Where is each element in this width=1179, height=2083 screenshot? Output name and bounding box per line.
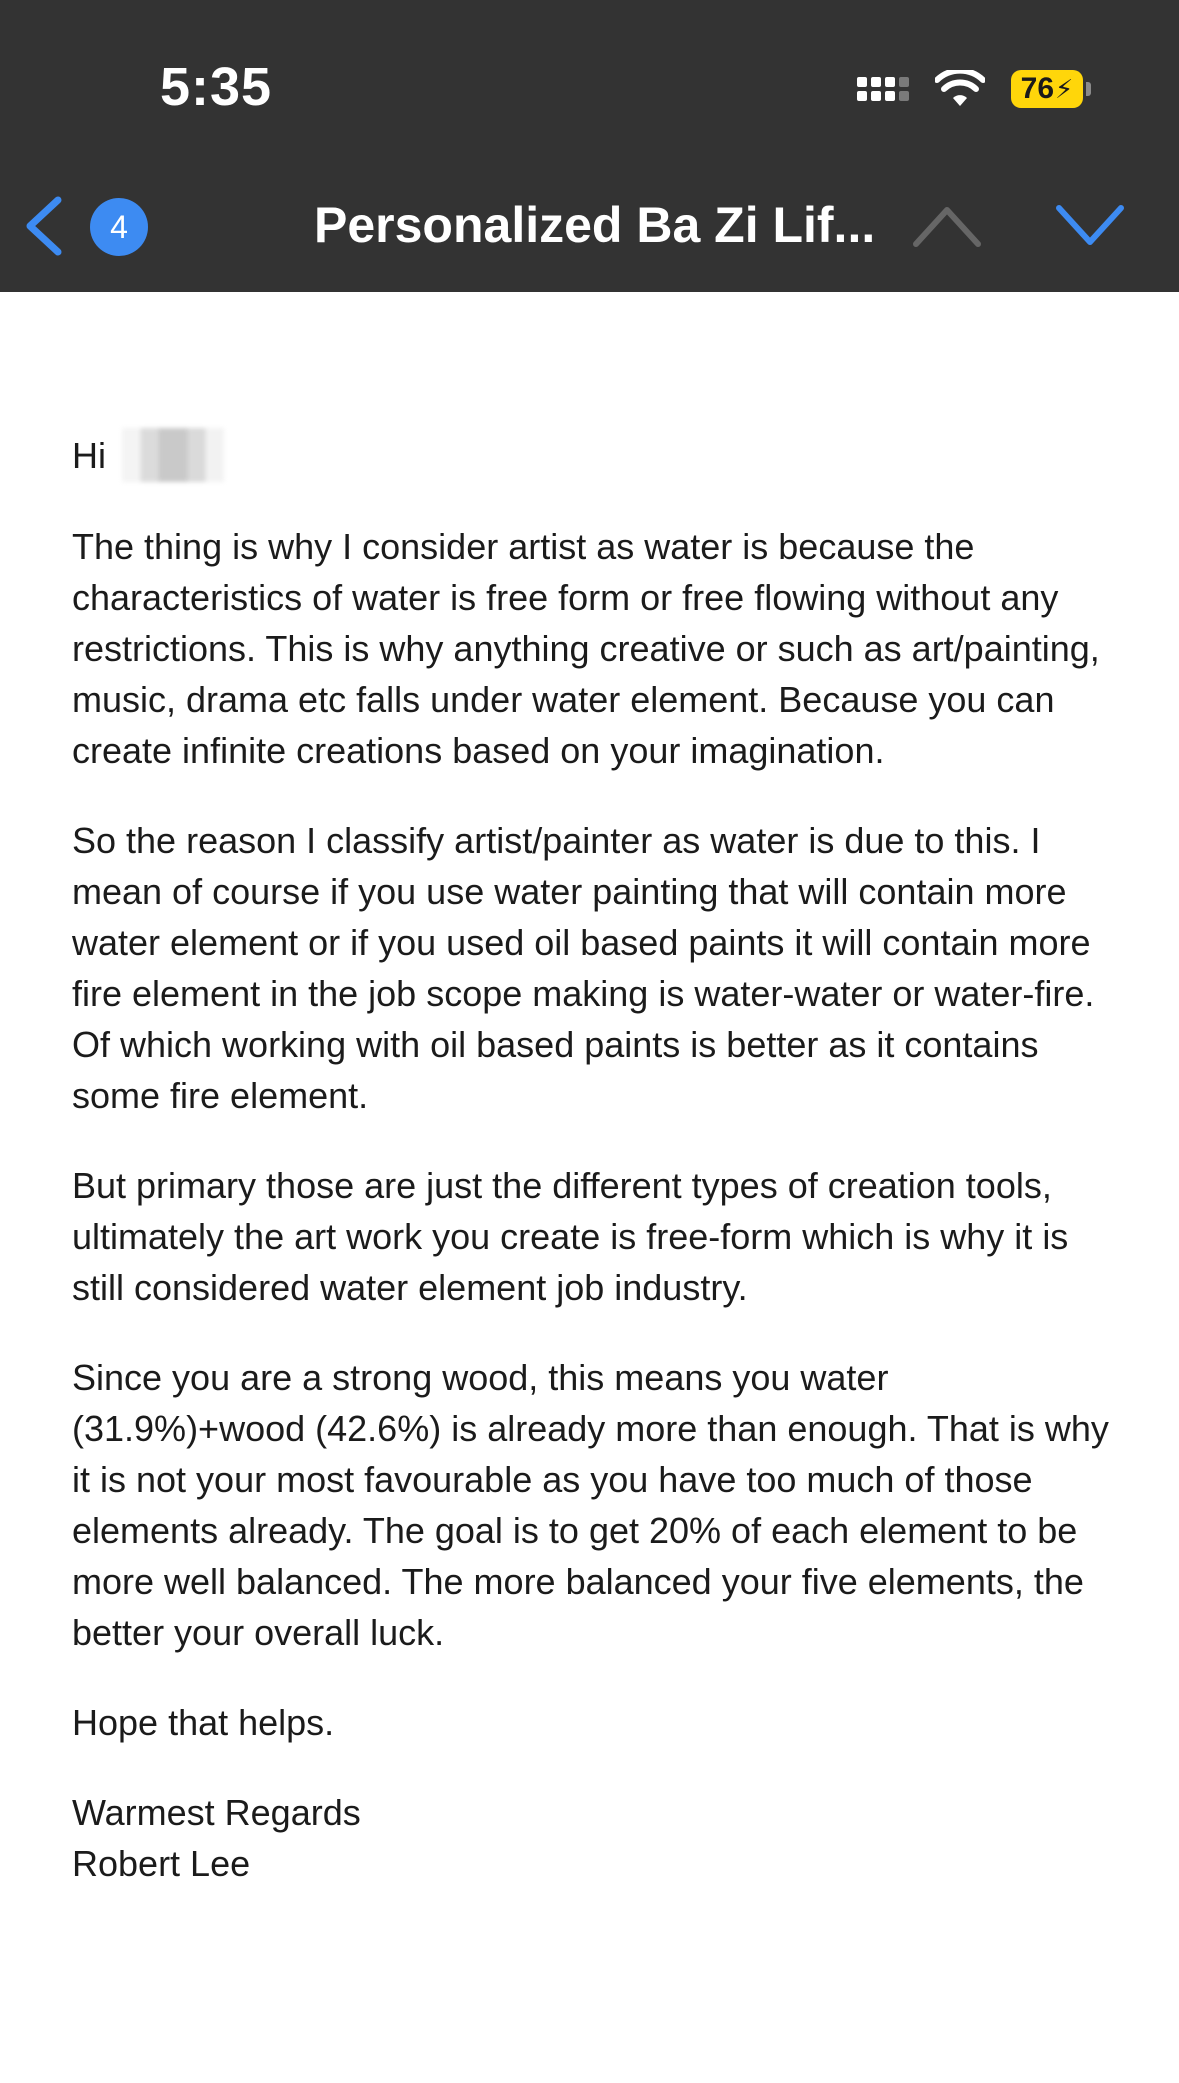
greeting-line bbox=[72, 428, 1112, 482]
body-paragraph: Hope that helps. bbox=[72, 1702, 335, 1743]
sender-name: Robert Lee bbox=[72, 1843, 251, 1884]
greeting-text: Hi bbox=[72, 434, 106, 476]
body-paragraph: So the reason I classify artist/painter as water is due to this. I mean of course if you use water painting that will contain more water element or if you used oil based paints it will contain more fire element in the job scope making is water-water or water-fire. Of which working with oil based paints is better as it contains some fire element. bbox=[72, 820, 1095, 1116]
status-icons bbox=[857, 64, 1083, 114]
email-body bbox=[72, 428, 1112, 1889]
battery-level: 76 bbox=[1020, 72, 1055, 105]
status-time: 5:35 bbox=[160, 57, 273, 117]
unread-count-badge[interactable]: 4 bbox=[90, 198, 148, 256]
email-subject-title: Personalized Ba Zi Lif... bbox=[314, 197, 876, 253]
navigation-header bbox=[0, 0, 1179, 292]
email-signoff bbox=[72, 1787, 1112, 1889]
redacted-recipient-name bbox=[122, 428, 224, 482]
body-paragraph: But primary those are just the different types of creation tools, ultimately the art work you create is free-form which is why it is still considered water element job industry. bbox=[72, 1165, 1069, 1308]
cellular-signal-icon bbox=[857, 77, 909, 101]
wifi-icon bbox=[935, 70, 985, 108]
closing-text: Warmest Regards bbox=[72, 1792, 361, 1833]
chevron-down-icon[interactable] bbox=[1055, 200, 1125, 250]
body-paragraph: The thing is why I consider artist as water is because the characteristics of water is free form or free flowing without any restrictions. This is why anything creative or such as art/painting, music, drama etc falls under water element. Because you can create infinite creations based on your imagination. bbox=[72, 526, 1100, 771]
chevron-left-icon[interactable] bbox=[22, 196, 66, 256]
chevron-up-icon[interactable] bbox=[912, 200, 982, 250]
charging-bolt-icon: ⚡ bbox=[1055, 73, 1074, 104]
body-paragraph: Since you are a strong wood, this means you water (31.9%)+wood (42.6%) is already more than enough. That is why it is not your most favourable as you have too much of those elements already. The goal is to get 20% of each element to be more well balanced. The more balanced your five elements, the better your overall luck. bbox=[72, 1357, 1109, 1653]
battery-icon bbox=[1011, 70, 1083, 108]
